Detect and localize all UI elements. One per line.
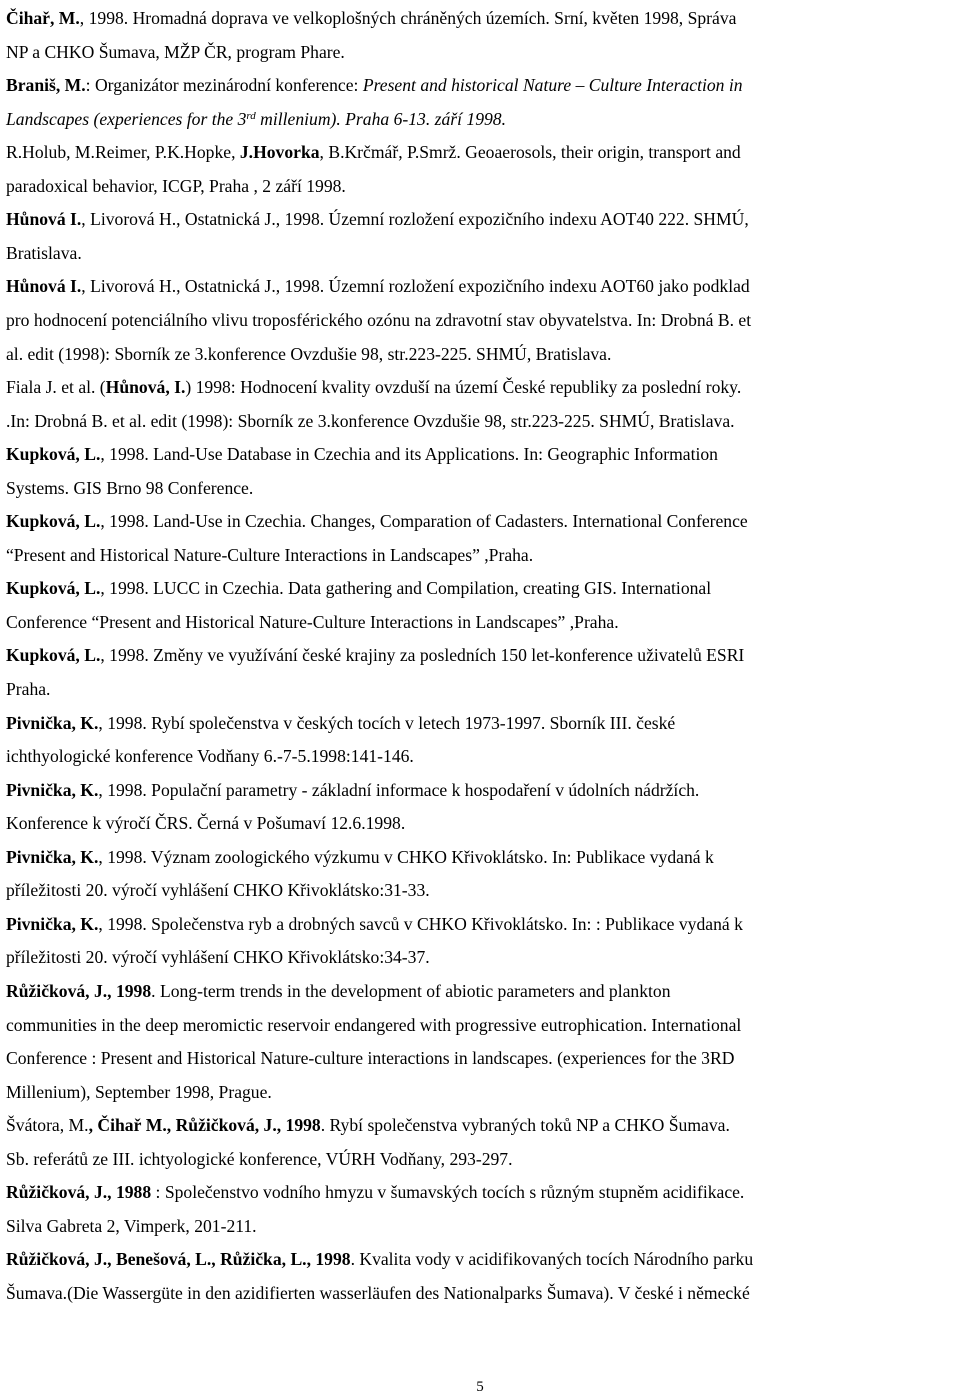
text-line <box>6 140 741 164</box>
text-segment: “Present and Historical Nature-Culture Interactions in Landscapes” ,Praha. <box>6 544 534 565</box>
text-segment: příležitosti 20. výročí vyhlášení CHKO Křivoklátsko:31-33. <box>6 880 430 901</box>
text-line <box>6 375 741 399</box>
text-line <box>6 442 718 466</box>
page-number: 5 <box>476 1379 484 1395</box>
text-line <box>6 610 619 634</box>
text-line <box>6 811 405 835</box>
text-line <box>6 509 748 533</box>
text-segment: Hůnová I. <box>6 209 82 230</box>
text-segment: , Livorová H., Ostatnická J., 1998. Územní rozložení expozičního indexu AOT40 222. SHMÚ, <box>81 209 749 230</box>
text-line <box>6 1080 272 1104</box>
text-segment: Fiala J. et al. ( <box>6 377 106 398</box>
text-line <box>6 174 346 198</box>
text-line <box>6 845 714 869</box>
text-segment: Present and historical Nature – Culture Interaction in <box>362 75 743 96</box>
text-segment: Hůnová, I. <box>105 377 186 398</box>
text-segment: Landscapes (experiences for the 3 <box>6 108 247 129</box>
text-segment: příležitosti 20. výročí vyhlášení CHKO Křivoklátsko:34-37. <box>6 947 430 968</box>
text-segment: Růžičková, J., 1998 <box>6 980 152 1001</box>
text-line <box>6 711 675 735</box>
text-line <box>6 576 711 600</box>
text-segment: . Long-term trends in the development of abiotic parameters and plankton <box>151 980 671 1001</box>
text-line <box>6 744 414 768</box>
text-line <box>6 912 743 936</box>
text-line <box>6 1247 753 1271</box>
text-line <box>6 207 749 231</box>
text-segment: Konference k výročí ČRS. Černá v Pošumaví 12.6.1998. <box>6 813 406 834</box>
text-segment: Čihař, M. <box>6 8 80 28</box>
text-segment: Švátora, M. <box>6 1115 89 1136</box>
text-segment: ichthyologické konference Vodňany 6.-7-5.1998:141-146. <box>6 746 414 767</box>
text-segment: , 1998. Společenstva ryb a drobných savců v CHKO Křivoklátsko. In: : Publikace vydaná k <box>98 913 743 934</box>
text-line <box>6 342 611 366</box>
text-segment: Silva Gabreta 2, Vimperk, 201-211. <box>6 1215 257 1236</box>
text-segment: Pivnička, K. <box>6 712 99 733</box>
text-line <box>6 543 533 567</box>
text-segment: , B.Krčmář, P.Smrž. Geoaerosols, their origin, transport and <box>319 142 741 163</box>
text-line <box>6 979 671 1003</box>
text-segment: , 1998. Land-Use Database in Czechia and its Applications. In: Geographic Information <box>100 444 718 465</box>
text-segment: , 1998. Význam zoologického výzkumu v CHKO Křivoklátsko. In: Publikace vydaná k <box>98 846 714 867</box>
text-line <box>6 778 699 802</box>
text-segment: Bratislava. <box>6 242 82 263</box>
text-segment: Sb. referátů ze III. ichtyologické konference, VÚRH Vodňany, 293-297. <box>6 1148 513 1169</box>
text-line <box>6 308 751 332</box>
text-line <box>6 107 506 131</box>
text-segment: pro hodnocení potenciálního vlivu troposférického ozónu na zdravotní stav obyvatelstva. In: Drobná B. et <box>6 309 752 330</box>
text-segment: ) 1998: Hodnocení kvality ovzduší na území České republiky za poslední roky. <box>185 377 742 398</box>
text-segment: R.Holub, M.Reimer, P.K.Hopke, <box>6 142 240 163</box>
text-segment: communities in the deep meromictic reservoir endangered with progressive eutrophication. International <box>6 1014 742 1035</box>
text-line <box>6 1147 513 1171</box>
text-segment: paradoxical behavior, ICGP, Praha , 2 září 1998. <box>6 175 346 196</box>
text-segment: Pivnička, K. <box>6 779 99 800</box>
text-segment: , 1998. LUCC in Czechia. Data gathering and Compilation, creating GIS. International <box>100 578 712 599</box>
text-segment: .In: Drobná B. et al. edit (1998): Sborník ze 3.konference Ovzdušie 98, str.223-225. SHMÚ, Bratislava. <box>6 410 735 431</box>
text-segment: , 1998. Hromadná doprava ve velkoplošných chráněných územích. Srní, květen 1998, Správa <box>79 8 737 28</box>
text-segment: , 1998. Land-Use in Czechia. Changes, Comparation of Cadasters. International Conference <box>100 511 748 532</box>
text-segment: Pivnička, K. <box>6 913 99 934</box>
text-segment: Růžičková, J., Benešová, L., Růžička, L., 1998 <box>6 1249 351 1270</box>
text-segment: Hůnová I. <box>6 276 82 297</box>
text-line <box>6 643 744 667</box>
text-segment: : Organizátor mezinárodní konference: <box>85 75 363 96</box>
text-segment: , Čihař M., Růžičková, J., 1998 <box>88 1115 321 1136</box>
text-line <box>6 1281 750 1305</box>
text-segment: Pivnička, K. <box>6 846 99 867</box>
text-segment: , 1998. Populační parametry - základní informace k hospodaření v údolních nádržích. <box>98 779 700 800</box>
text-segment: rd <box>246 109 256 122</box>
text-line <box>6 878 430 902</box>
text-segment: . Rybí společenstva vybraných toků NP a CHKO Šumava. <box>320 1115 730 1136</box>
text-line <box>6 1046 734 1070</box>
text-segment: . Kvalita vody v acidifikovaných tocích Národního parku <box>350 1249 754 1270</box>
text-segment: Kupková, L. <box>6 645 101 666</box>
text-line <box>6 73 743 97</box>
text-segment: Millenium), September 1998, Prague. <box>6 1081 272 1102</box>
text-line <box>6 1214 257 1238</box>
text-line <box>6 274 750 298</box>
text-segment: Kupková, L. <box>6 578 101 599</box>
text-line <box>6 945 430 969</box>
text-line <box>6 1013 741 1037</box>
text-line <box>6 1180 744 1204</box>
text-segment: , 1998. Změny ve využívání české krajiny za posledních 150 let-konference uživatelů ESRI <box>100 645 745 666</box>
text-segment: Praha. <box>6 679 51 699</box>
text-segment: : Společenstvo vodního hmyzu v šumavských tocích s různým stupněm acidifikace. <box>151 1182 745 1203</box>
text-line <box>6 1113 730 1137</box>
text-segment: Kupková, L. <box>6 444 101 465</box>
text-line <box>6 40 345 64</box>
text-line <box>6 6 736 30</box>
text-line <box>6 241 82 265</box>
text-segment: Conference “Present and Historical Nature-Culture Interactions in Landscapes” ,Praha. <box>6 611 619 632</box>
text-segment: Růžičková, J., 1988 <box>6 1182 152 1203</box>
text-segment: Kupková, L. <box>6 511 101 532</box>
text-segment: Conference : Present and Historical Nature-culture interactions in landscapes. (experiences for the 3RD <box>6 1048 735 1069</box>
text-segment: Systems. GIS Brno 98 Conference. <box>6 477 254 498</box>
text-line <box>6 476 253 500</box>
text-segment: millenium). Praha 6-13. září 1998. <box>255 108 506 129</box>
text-line <box>6 409 735 433</box>
text-segment: , 1998. Rybí společenstva v českých tocích v letech 1973-1997. Sborník III. české <box>98 712 676 733</box>
text-line <box>6 677 50 701</box>
text-segment: al. edit (1998): Sborník ze 3.konference Ovzdušie 98, str.223-225. SHMÚ, Bratislava. <box>6 343 612 364</box>
text-segment: J.Hovorka <box>239 142 320 163</box>
text-segment: Braniš, M. <box>6 75 86 96</box>
text-segment: Šumava.(Die Wassergüte in den azidifierten wasserläufen des Nationalparks Šumava). V české i německé <box>6 1282 750 1303</box>
text-segment: , Livorová H., Ostatnická J., 1998. Územní rozložení expozičního indexu AOT60 jako podklad <box>81 276 750 297</box>
text-segment: NP a CHKO Šumava, MŽP ČR, program Phare. <box>6 41 345 62</box>
